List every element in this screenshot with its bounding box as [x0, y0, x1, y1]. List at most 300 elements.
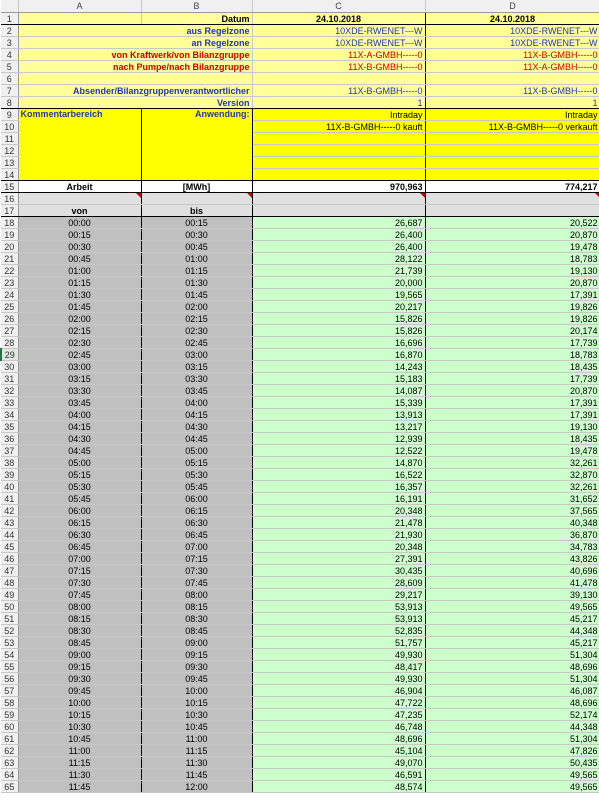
von-cell[interactable]: 10:45: [18, 733, 141, 745]
row-header[interactable]: 18: [1, 217, 18, 229]
row-header[interactable]: 43: [1, 517, 18, 529]
value-d-cell[interactable]: 19,478: [425, 241, 599, 253]
von-cell[interactable]: 11:30: [18, 769, 141, 781]
value-d-cell[interactable]: 49,565: [425, 601, 599, 613]
row-header[interactable]: 7: [1, 85, 18, 97]
bis-cell[interactable]: 01:45: [141, 289, 252, 301]
von-cell[interactable]: 02:00: [18, 313, 141, 325]
bis-cell[interactable]: 01:00: [141, 253, 252, 265]
von-cell[interactable]: 06:30: [18, 529, 141, 541]
von-cell[interactable]: 10:30: [18, 721, 141, 733]
von-cell[interactable]: 04:00: [18, 409, 141, 421]
row-header[interactable]: 29: [1, 349, 18, 361]
value-c-cell[interactable]: 48,574: [252, 781, 425, 793]
value-c-cell[interactable]: 15,183: [252, 373, 425, 385]
total-c[interactable]: 970,963: [252, 181, 425, 193]
nach-pumpe-label[interactable]: [18, 61, 252, 73]
value-c-cell[interactable]: 20,348: [252, 505, 425, 517]
bis-cell[interactable]: 01:30: [141, 277, 252, 289]
bis-header[interactable]: bis: [141, 205, 252, 217]
absender-c[interactable]: 11X-B-GMBH-----0: [252, 85, 425, 97]
von-cell[interactable]: 03:00: [18, 361, 141, 373]
bis-cell[interactable]: 01:15: [141, 265, 252, 277]
value-d-cell[interactable]: 48,696: [425, 661, 599, 673]
version-d[interactable]: 1: [425, 97, 599, 109]
bis-cell[interactable]: 05:00: [141, 445, 252, 457]
von-kraftwerk-d[interactable]: 11X-B-GMBH-----0: [425, 49, 599, 61]
von-cell[interactable]: 05:15: [18, 469, 141, 481]
bis-cell[interactable]: 03:15: [141, 361, 252, 373]
row-header[interactable]: 65: [1, 781, 18, 793]
row-header[interactable]: 27: [1, 325, 18, 337]
row-header[interactable]: 62: [1, 745, 18, 757]
value-c-cell[interactable]: 12,939: [252, 433, 425, 445]
row-header[interactable]: 45: [1, 541, 18, 553]
cell-d16[interactable]: [425, 193, 599, 205]
bis-cell[interactable]: 07:45: [141, 577, 252, 589]
value-d-cell[interactable]: 32,870: [425, 469, 599, 481]
von-cell[interactable]: 09:45: [18, 685, 141, 697]
column-header-c[interactable]: C: [252, 0, 425, 13]
bis-cell[interactable]: 10:45: [141, 721, 252, 733]
value-d-cell[interactable]: 39,130: [425, 589, 599, 601]
bis-cell[interactable]: 02:45: [141, 337, 252, 349]
value-c-cell[interactable]: 20,000: [252, 277, 425, 289]
cell-b16[interactable]: [141, 193, 252, 205]
unit-label[interactable]: [MWh]: [141, 181, 252, 193]
value-c-cell[interactable]: 14,243: [252, 361, 425, 373]
row-header[interactable]: 10: [1, 121, 18, 133]
row-header[interactable]: 31: [1, 373, 18, 385]
value-c-cell[interactable]: 53,913: [252, 601, 425, 613]
value-d-cell[interactable]: 18,783: [425, 349, 599, 361]
absender-label[interactable]: [18, 85, 252, 97]
value-d-cell[interactable]: 40,696: [425, 565, 599, 577]
row-header[interactable]: 13: [1, 157, 18, 169]
value-d-cell[interactable]: 37,565: [425, 505, 599, 517]
value-c-cell[interactable]: 51,757: [252, 637, 425, 649]
row-header[interactable]: 34: [1, 409, 18, 421]
von-cell[interactable]: 00:45: [18, 253, 141, 265]
bis-cell[interactable]: 09:45: [141, 673, 252, 685]
value-d-cell[interactable]: 52,174: [425, 709, 599, 721]
von-cell[interactable]: 05:30: [18, 481, 141, 493]
row-header[interactable]: 46: [1, 553, 18, 565]
value-c-cell[interactable]: 49,930: [252, 673, 425, 685]
von-cell[interactable]: 05:00: [18, 457, 141, 469]
value-d-cell[interactable]: 45,217: [425, 637, 599, 649]
an-regelzone-d[interactable]: 10XDE-RWENET---W: [425, 37, 599, 49]
anwendung-d-type[interactable]: Intraday: [425, 109, 599, 121]
von-cell[interactable]: 06:45: [18, 541, 141, 553]
von-cell[interactable]: 02:30: [18, 337, 141, 349]
cell-a1[interactable]: [18, 13, 141, 25]
value-c-cell[interactable]: 15,826: [252, 313, 425, 325]
cell-c16[interactable]: [252, 193, 425, 205]
nach-pumpe-c[interactable]: 11X-B-GMBH-----0: [252, 61, 425, 73]
value-c-cell[interactable]: 16,522: [252, 469, 425, 481]
bis-cell[interactable]: 10:00: [141, 685, 252, 697]
value-d-cell[interactable]: 50,435: [425, 757, 599, 769]
bis-cell[interactable]: 00:15: [141, 217, 252, 229]
row-header[interactable]: 25: [1, 301, 18, 313]
von-cell[interactable]: 00:00: [18, 217, 141, 229]
bis-cell[interactable]: 11:15: [141, 745, 252, 757]
row-header[interactable]: 30: [1, 361, 18, 373]
absender-d[interactable]: 11X-B-GMBH-----0: [425, 85, 599, 97]
bis-cell[interactable]: 04:15: [141, 409, 252, 421]
von-cell[interactable]: 10:00: [18, 697, 141, 709]
bis-cell[interactable]: 06:00: [141, 493, 252, 505]
row-header[interactable]: 3: [1, 37, 18, 49]
cell-c6[interactable]: [252, 73, 425, 85]
cell-d14[interactable]: [425, 169, 599, 181]
value-c-cell[interactable]: 30,435: [252, 565, 425, 577]
bis-cell[interactable]: 02:00: [141, 301, 252, 313]
von-cell[interactable]: 07:30: [18, 577, 141, 589]
value-d-cell[interactable]: 49,565: [425, 769, 599, 781]
cell-d17[interactable]: [425, 205, 599, 217]
value-c-cell[interactable]: 46,591: [252, 769, 425, 781]
an-regelzone-c[interactable]: 10XDE-RWENET---W: [252, 37, 425, 49]
value-c-cell[interactable]: 47,235: [252, 709, 425, 721]
von-kraftwerk-label[interactable]: [18, 49, 252, 61]
bis-cell[interactable]: 11:00: [141, 733, 252, 745]
bis-cell[interactable]: 09:30: [141, 661, 252, 673]
bis-cell[interactable]: 02:30: [141, 325, 252, 337]
row-header[interactable]: 58: [1, 697, 18, 709]
row-header[interactable]: 11: [1, 133, 18, 145]
bis-cell[interactable]: 11:30: [141, 757, 252, 769]
von-cell[interactable]: 09:00: [18, 649, 141, 661]
von-cell[interactable]: 02:15: [18, 325, 141, 337]
value-d-cell[interactable]: 17,739: [425, 373, 599, 385]
value-c-cell[interactable]: 13,217: [252, 421, 425, 433]
row-header[interactable]: 61: [1, 733, 18, 745]
bis-cell[interactable]: 07:30: [141, 565, 252, 577]
row-header[interactable]: 2: [1, 25, 18, 37]
value-c-cell[interactable]: 45,104: [252, 745, 425, 757]
von-cell[interactable]: 01:00: [18, 265, 141, 277]
bis-cell[interactable]: 07:15: [141, 553, 252, 565]
value-d-cell[interactable]: 20,870: [425, 229, 599, 241]
value-c-cell[interactable]: 29,217: [252, 589, 425, 601]
cell-c14[interactable]: [252, 169, 425, 181]
value-d-cell[interactable]: 32,261: [425, 457, 599, 469]
value-d-cell[interactable]: 19,826: [425, 301, 599, 313]
von-cell[interactable]: 08:00: [18, 601, 141, 613]
value-c-cell[interactable]: 53,913: [252, 613, 425, 625]
aus-regelzone-label[interactable]: [18, 25, 252, 37]
von-cell[interactable]: 11:15: [18, 757, 141, 769]
row-header[interactable]: 60: [1, 721, 18, 733]
bis-cell[interactable]: 06:45: [141, 529, 252, 541]
value-c-cell[interactable]: 27,391: [252, 553, 425, 565]
value-c-cell[interactable]: 20,217: [252, 301, 425, 313]
bis-cell[interactable]: 10:30: [141, 709, 252, 721]
aus-regelzone-d[interactable]: 10XDE-RWENET---W: [425, 25, 599, 37]
select-all-corner[interactable]: [1, 0, 18, 13]
row-header[interactable]: 20: [1, 241, 18, 253]
value-d-cell[interactable]: 19,478: [425, 445, 599, 457]
row-header[interactable]: 64: [1, 769, 18, 781]
row-header[interactable]: 52: [1, 625, 18, 637]
value-c-cell[interactable]: 28,609: [252, 577, 425, 589]
aus-regelzone-c[interactable]: 10XDE-RWENET---W: [252, 25, 425, 37]
date-c[interactable]: 24.10.2018: [252, 13, 425, 25]
value-c-cell[interactable]: 21,478: [252, 517, 425, 529]
value-c-cell[interactable]: 21,930: [252, 529, 425, 541]
arbeit-label[interactable]: Arbeit: [18, 181, 141, 193]
row-header[interactable]: 22: [1, 265, 18, 277]
row-header[interactable]: 23: [1, 277, 18, 289]
row-header[interactable]: 1: [1, 13, 18, 25]
row-header[interactable]: 17: [1, 205, 18, 217]
bis-cell[interactable]: 04:45: [141, 433, 252, 445]
value-c-cell[interactable]: 20,348: [252, 541, 425, 553]
row-header[interactable]: 33: [1, 397, 18, 409]
row-header[interactable]: 37: [1, 445, 18, 457]
row-header[interactable]: 15: [1, 181, 18, 193]
value-d-cell[interactable]: 18,435: [425, 361, 599, 373]
value-d-cell[interactable]: 17,739: [425, 337, 599, 349]
row-header[interactable]: 21: [1, 253, 18, 265]
value-d-cell[interactable]: 44,348: [425, 721, 599, 733]
von-header[interactable]: von: [18, 205, 141, 217]
cell-d11[interactable]: [425, 133, 599, 145]
von-cell[interactable]: 03:15: [18, 373, 141, 385]
von-cell[interactable]: 04:15: [18, 421, 141, 433]
von-cell[interactable]: 01:30: [18, 289, 141, 301]
row-header[interactable]: 40: [1, 481, 18, 493]
value-c-cell[interactable]: 14,087: [252, 385, 425, 397]
row-header[interactable]: 50: [1, 601, 18, 613]
nach-pumpe-d[interactable]: 11X-A-GMBH-----0: [425, 61, 599, 73]
value-c-cell[interactable]: 52,835: [252, 625, 425, 637]
value-d-cell[interactable]: 20,174: [425, 325, 599, 337]
bis-cell[interactable]: 08:30: [141, 613, 252, 625]
cell-d13[interactable]: [425, 157, 599, 169]
value-d-cell[interactable]: 19,130: [425, 421, 599, 433]
row-header[interactable]: 19: [1, 229, 18, 241]
an-regelzone-label[interactable]: [18, 37, 252, 49]
value-d-cell[interactable]: 49,565: [425, 781, 599, 793]
row-header[interactable]: 8: [1, 97, 18, 109]
von-cell[interactable]: 03:45: [18, 397, 141, 409]
row-header[interactable]: 28: [1, 337, 18, 349]
bis-cell[interactable]: 05:30: [141, 469, 252, 481]
bis-cell[interactable]: 06:30: [141, 517, 252, 529]
anwendung-c-text[interactable]: 11X-B-GMBH-----0 kauft: [252, 121, 425, 133]
value-c-cell[interactable]: 21,739: [252, 265, 425, 277]
value-d-cell[interactable]: 32,261: [425, 481, 599, 493]
cell-empty-6[interactable]: [18, 73, 252, 85]
row-header[interactable]: 12: [1, 145, 18, 157]
von-kraftwerk-c[interactable]: 11X-A-GMBH-----0: [252, 49, 425, 61]
value-c-cell[interactable]: 48,696: [252, 733, 425, 745]
value-c-cell[interactable]: 16,191: [252, 493, 425, 505]
value-c-cell[interactable]: 26,687: [252, 217, 425, 229]
datum-label[interactable]: Datum: [141, 13, 252, 25]
von-cell[interactable]: 01:45: [18, 301, 141, 313]
bis-cell[interactable]: 09:00: [141, 637, 252, 649]
value-d-cell[interactable]: 18,435: [425, 433, 599, 445]
cell-d6[interactable]: [425, 73, 599, 85]
date-d[interactable]: 24.10.2018: [425, 13, 599, 25]
value-c-cell[interactable]: 49,070: [252, 757, 425, 769]
column-header-b[interactable]: B: [141, 0, 252, 13]
bis-cell[interactable]: 02:15: [141, 313, 252, 325]
value-d-cell[interactable]: 20,870: [425, 277, 599, 289]
von-cell[interactable]: 04:30: [18, 433, 141, 445]
row-header[interactable]: 38: [1, 457, 18, 469]
value-d-cell[interactable]: 19,826: [425, 313, 599, 325]
row-header[interactable]: 6: [1, 73, 18, 85]
anwendung-label[interactable]: Anwendung:: [141, 109, 252, 181]
von-cell[interactable]: 06:00: [18, 505, 141, 517]
row-header[interactable]: 44: [1, 529, 18, 541]
row-header[interactable]: 16: [1, 193, 18, 205]
cell-c17[interactable]: [252, 205, 425, 217]
von-cell[interactable]: 07:00: [18, 553, 141, 565]
von-cell[interactable]: 08:30: [18, 625, 141, 637]
bis-cell[interactable]: 08:15: [141, 601, 252, 613]
value-d-cell[interactable]: 31,652: [425, 493, 599, 505]
value-d-cell[interactable]: 48,696: [425, 697, 599, 709]
row-header[interactable]: 36: [1, 433, 18, 445]
value-c-cell[interactable]: 28,122: [252, 253, 425, 265]
row-header[interactable]: 63: [1, 757, 18, 769]
cell-c12[interactable]: [252, 145, 425, 157]
value-d-cell[interactable]: 51,304: [425, 733, 599, 745]
value-d-cell[interactable]: 46,087: [425, 685, 599, 697]
value-d-cell[interactable]: 51,304: [425, 649, 599, 661]
version-label[interactable]: [18, 97, 252, 109]
bis-cell[interactable]: 08:00: [141, 589, 252, 601]
value-d-cell[interactable]: 36,870: [425, 529, 599, 541]
von-cell[interactable]: 10:15: [18, 709, 141, 721]
value-d-cell[interactable]: 41,478: [425, 577, 599, 589]
value-d-cell[interactable]: 17,391: [425, 397, 599, 409]
row-header[interactable]: 55: [1, 661, 18, 673]
bis-cell[interactable]: 00:30: [141, 229, 252, 241]
row-header[interactable]: 53: [1, 637, 18, 649]
value-d-cell[interactable]: 47,826: [425, 745, 599, 757]
von-cell[interactable]: 02:45: [18, 349, 141, 361]
row-header[interactable]: 24: [1, 289, 18, 301]
cell-c11[interactable]: [252, 133, 425, 145]
bis-cell[interactable]: 00:45: [141, 241, 252, 253]
value-d-cell[interactable]: 17,391: [425, 289, 599, 301]
anwendung-c-type[interactable]: Intraday: [252, 109, 425, 121]
row-header[interactable]: 47: [1, 565, 18, 577]
von-cell[interactable]: 08:15: [18, 613, 141, 625]
row-header[interactable]: 59: [1, 709, 18, 721]
value-c-cell[interactable]: 14,870: [252, 457, 425, 469]
value-c-cell[interactable]: 49,930: [252, 649, 425, 661]
von-cell[interactable]: 00:30: [18, 241, 141, 253]
value-d-cell[interactable]: 20,870: [425, 385, 599, 397]
value-d-cell[interactable]: 43,826: [425, 553, 599, 565]
value-c-cell[interactable]: 15,339: [252, 397, 425, 409]
row-header[interactable]: 56: [1, 673, 18, 685]
von-cell[interactable]: 04:45: [18, 445, 141, 457]
value-d-cell[interactable]: 18,783: [425, 253, 599, 265]
value-c-cell[interactable]: 46,748: [252, 721, 425, 733]
value-c-cell[interactable]: 47,722: [252, 697, 425, 709]
von-cell[interactable]: 03:30: [18, 385, 141, 397]
von-cell[interactable]: 08:45: [18, 637, 141, 649]
row-header[interactable]: 4: [1, 49, 18, 61]
von-cell[interactable]: 09:30: [18, 673, 141, 685]
bis-cell[interactable]: 07:00: [141, 541, 252, 553]
row-header[interactable]: 39: [1, 469, 18, 481]
row-header[interactable]: 5: [1, 61, 18, 73]
row-header[interactable]: 51: [1, 613, 18, 625]
value-c-cell[interactable]: 13,913: [252, 409, 425, 421]
von-cell[interactable]: 07:15: [18, 565, 141, 577]
value-c-cell[interactable]: 15,826: [252, 325, 425, 337]
row-header[interactable]: 9: [1, 109, 18, 121]
cell-c13[interactable]: [252, 157, 425, 169]
value-c-cell[interactable]: 19,565: [252, 289, 425, 301]
bis-cell[interactable]: 08:45: [141, 625, 252, 637]
value-d-cell[interactable]: 19,130: [425, 265, 599, 277]
value-d-cell[interactable]: 45,217: [425, 613, 599, 625]
row-header[interactable]: 26: [1, 313, 18, 325]
value-c-cell[interactable]: 12,522: [252, 445, 425, 457]
von-cell[interactable]: 01:15: [18, 277, 141, 289]
value-c-cell[interactable]: 16,357: [252, 481, 425, 493]
row-header[interactable]: 41: [1, 493, 18, 505]
value-d-cell[interactable]: 20,522: [425, 217, 599, 229]
von-cell[interactable]: 00:15: [18, 229, 141, 241]
row-header[interactable]: 49: [1, 589, 18, 601]
value-c-cell[interactable]: 16,870: [252, 349, 425, 361]
bis-cell[interactable]: 05:15: [141, 457, 252, 469]
value-d-cell[interactable]: 44,348: [425, 625, 599, 637]
bis-cell[interactable]: 09:15: [141, 649, 252, 661]
von-cell[interactable]: 11:45: [18, 781, 141, 793]
von-cell[interactable]: 11:00: [18, 745, 141, 757]
row-header[interactable]: 42: [1, 505, 18, 517]
bis-cell[interactable]: 04:30: [141, 421, 252, 433]
row-header[interactable]: 57: [1, 685, 18, 697]
bis-cell[interactable]: 12:00: [141, 781, 252, 793]
cell-d12[interactable]: [425, 145, 599, 157]
von-cell[interactable]: 06:15: [18, 517, 141, 529]
total-d[interactable]: 774,217: [425, 181, 599, 193]
anwendung-d-text[interactable]: 11X-B-GMBH-----0 verkauft: [425, 121, 599, 133]
value-c-cell[interactable]: 26,400: [252, 229, 425, 241]
bis-cell[interactable]: 03:45: [141, 385, 252, 397]
row-header[interactable]: 32: [1, 385, 18, 397]
bis-cell[interactable]: 04:00: [141, 397, 252, 409]
version-c[interactable]: 1: [252, 97, 425, 109]
kommentar-label[interactable]: Kommentarbereich: [18, 109, 141, 181]
bis-cell[interactable]: 03:30: [141, 373, 252, 385]
column-header-a[interactable]: A: [18, 0, 141, 13]
bis-cell[interactable]: 11:45: [141, 769, 252, 781]
von-cell[interactable]: 09:15: [18, 661, 141, 673]
cell-a16[interactable]: [18, 193, 141, 205]
von-cell[interactable]: 07:45: [18, 589, 141, 601]
von-cell[interactable]: 05:45: [18, 493, 141, 505]
value-c-cell[interactable]: 16,696: [252, 337, 425, 349]
row-header[interactable]: 14: [1, 169, 18, 181]
bis-cell[interactable]: 05:45: [141, 481, 252, 493]
bis-cell[interactable]: 10:15: [141, 697, 252, 709]
